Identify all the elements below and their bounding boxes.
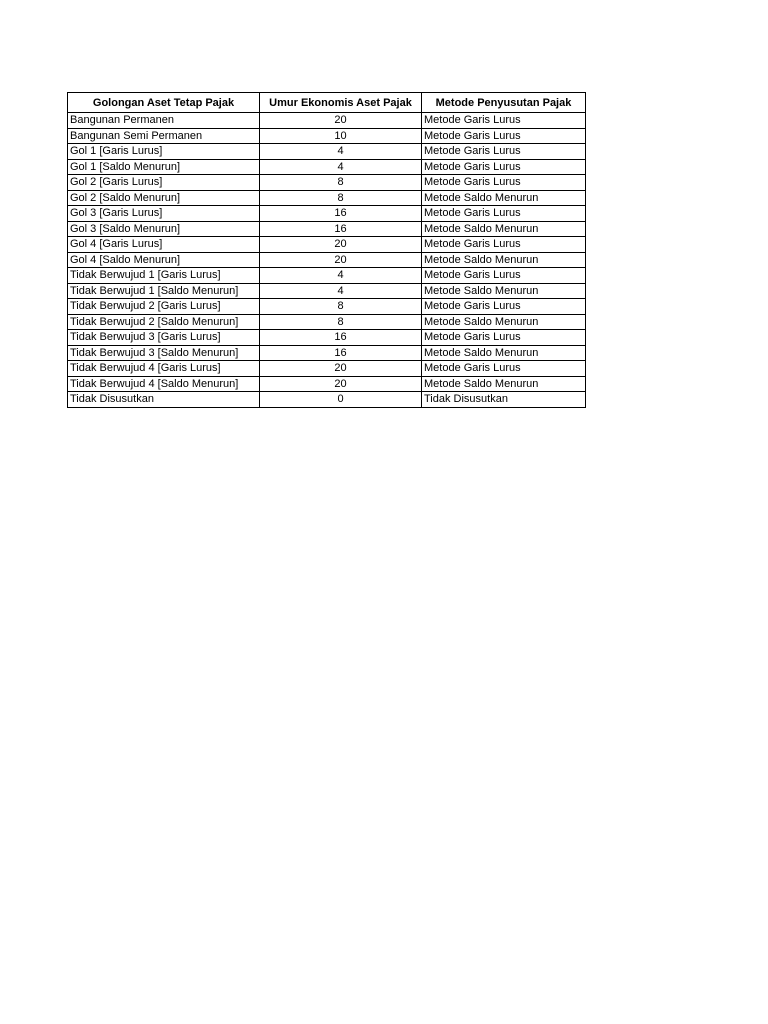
cell-depreciation-method[interactable]: Metode Garis Lurus <box>422 330 586 346</box>
table-row <box>68 376 586 392</box>
cell-economic-life[interactable]: 16 <box>260 330 422 346</box>
cell-depreciation-method[interactable]: Metode Garis Lurus <box>422 128 586 144</box>
cell-asset-group[interactable]: Tidak Berwujud 2 [Saldo Menurun] <box>68 314 260 330</box>
cell-asset-group[interactable]: Tidak Berwujud 3 [Saldo Menurun] <box>68 345 260 361</box>
cell-asset-group[interactable]: Gol 1 [Saldo Menurun] <box>68 159 260 175</box>
cell-depreciation-method[interactable]: Tidak Disusutkan <box>422 392 586 408</box>
cell-asset-group[interactable]: Tidak Berwujud 1 [Saldo Menurun] <box>68 283 260 299</box>
cell-depreciation-method[interactable]: Metode Garis Lurus <box>422 113 586 129</box>
table-row <box>68 252 586 268</box>
cell-depreciation-method[interactable]: Metode Garis Lurus <box>422 268 586 284</box>
cell-asset-group[interactable]: Tidak Berwujud 3 [Garis Lurus] <box>68 330 260 346</box>
cell-depreciation-method[interactable]: Metode Saldo Menurun <box>422 190 586 206</box>
cell-asset-group[interactable]: Gol 3 [Saldo Menurun] <box>68 221 260 237</box>
spreadsheet-page <box>67 92 586 408</box>
cell-economic-life[interactable]: 4 <box>260 159 422 175</box>
cell-asset-group[interactable]: Tidak Disusutkan <box>68 392 260 408</box>
cell-economic-life[interactable]: 20 <box>260 237 422 253</box>
cell-asset-group[interactable]: Tidak Berwujud 2 [Garis Lurus] <box>68 299 260 315</box>
cell-depreciation-method[interactable]: Metode Saldo Menurun <box>422 283 586 299</box>
cell-depreciation-method[interactable]: Metode Garis Lurus <box>422 361 586 377</box>
cell-depreciation-method[interactable]: Metode Saldo Menurun <box>422 314 586 330</box>
table-row <box>68 113 586 129</box>
table-row <box>68 268 586 284</box>
cell-asset-group[interactable]: Gol 2 [Garis Lurus] <box>68 175 260 191</box>
cell-asset-group[interactable]: Bangunan Permanen <box>68 113 260 129</box>
header-depreciation-method: Metode Penyusutan Pajak <box>422 93 586 113</box>
table-row <box>68 361 586 377</box>
cell-economic-life[interactable]: 4 <box>260 268 422 284</box>
header-economic-life: Umur Ekonomis Aset Pajak <box>260 93 422 113</box>
cell-economic-life[interactable]: 20 <box>260 252 422 268</box>
cell-economic-life[interactable]: 10 <box>260 128 422 144</box>
cell-depreciation-method[interactable]: Metode Garis Lurus <box>422 175 586 191</box>
cell-asset-group[interactable]: Gol 4 [Garis Lurus] <box>68 237 260 253</box>
table-row <box>68 128 586 144</box>
cell-depreciation-method[interactable]: Metode Garis Lurus <box>422 299 586 315</box>
table-header <box>68 93 586 113</box>
cell-asset-group[interactable]: Gol 1 [Garis Lurus] <box>68 144 260 160</box>
table-row <box>68 314 586 330</box>
table-body <box>68 113 586 408</box>
cell-depreciation-method[interactable]: Metode Garis Lurus <box>422 237 586 253</box>
cell-economic-life[interactable]: 20 <box>260 361 422 377</box>
cell-economic-life[interactable]: 20 <box>260 113 422 129</box>
table-row <box>68 221 586 237</box>
table-row <box>68 144 586 160</box>
cell-depreciation-method[interactable]: Metode Garis Lurus <box>422 206 586 222</box>
cell-economic-life[interactable]: 0 <box>260 392 422 408</box>
cell-depreciation-method[interactable]: Metode Saldo Menurun <box>422 345 586 361</box>
table-row <box>68 283 586 299</box>
header-row <box>68 93 586 113</box>
table-row <box>68 299 586 315</box>
cell-depreciation-method[interactable]: Metode Garis Lurus <box>422 159 586 175</box>
table-row <box>68 237 586 253</box>
cell-depreciation-method[interactable]: Metode Saldo Menurun <box>422 252 586 268</box>
cell-asset-group[interactable]: Tidak Berwujud 1 [Garis Lurus] <box>68 268 260 284</box>
cell-depreciation-method[interactable]: Metode Saldo Menurun <box>422 221 586 237</box>
table-row <box>68 159 586 175</box>
cell-asset-group[interactable]: Tidak Berwujud 4 [Saldo Menurun] <box>68 376 260 392</box>
table-row <box>68 190 586 206</box>
table-row <box>68 345 586 361</box>
header-asset-group: Golongan Aset Tetap Pajak <box>68 93 260 113</box>
cell-asset-group[interactable]: Gol 4 [Saldo Menurun] <box>68 252 260 268</box>
cell-depreciation-method[interactable]: Metode Garis Lurus <box>422 144 586 160</box>
table-row <box>68 175 586 191</box>
cell-asset-group[interactable]: Gol 3 [Garis Lurus] <box>68 206 260 222</box>
cell-economic-life[interactable]: 8 <box>260 314 422 330</box>
cell-economic-life[interactable]: 8 <box>260 299 422 315</box>
cell-economic-life[interactable]: 8 <box>260 190 422 206</box>
cell-asset-group[interactable]: Tidak Berwujud 4 [Garis Lurus] <box>68 361 260 377</box>
cell-economic-life[interactable]: 16 <box>260 345 422 361</box>
asset-depreciation-table <box>67 92 586 408</box>
cell-depreciation-method[interactable]: Metode Saldo Menurun <box>422 376 586 392</box>
cell-asset-group[interactable]: Bangunan Semi Permanen <box>68 128 260 144</box>
cell-economic-life[interactable]: 16 <box>260 206 422 222</box>
table-row <box>68 330 586 346</box>
cell-economic-life[interactable]: 16 <box>260 221 422 237</box>
cell-asset-group[interactable]: Gol 2 [Saldo Menurun] <box>68 190 260 206</box>
cell-economic-life[interactable]: 20 <box>260 376 422 392</box>
cell-economic-life[interactable]: 4 <box>260 283 422 299</box>
table-row <box>68 206 586 222</box>
cell-economic-life[interactable]: 4 <box>260 144 422 160</box>
table-row <box>68 392 586 408</box>
cell-economic-life[interactable]: 8 <box>260 175 422 191</box>
